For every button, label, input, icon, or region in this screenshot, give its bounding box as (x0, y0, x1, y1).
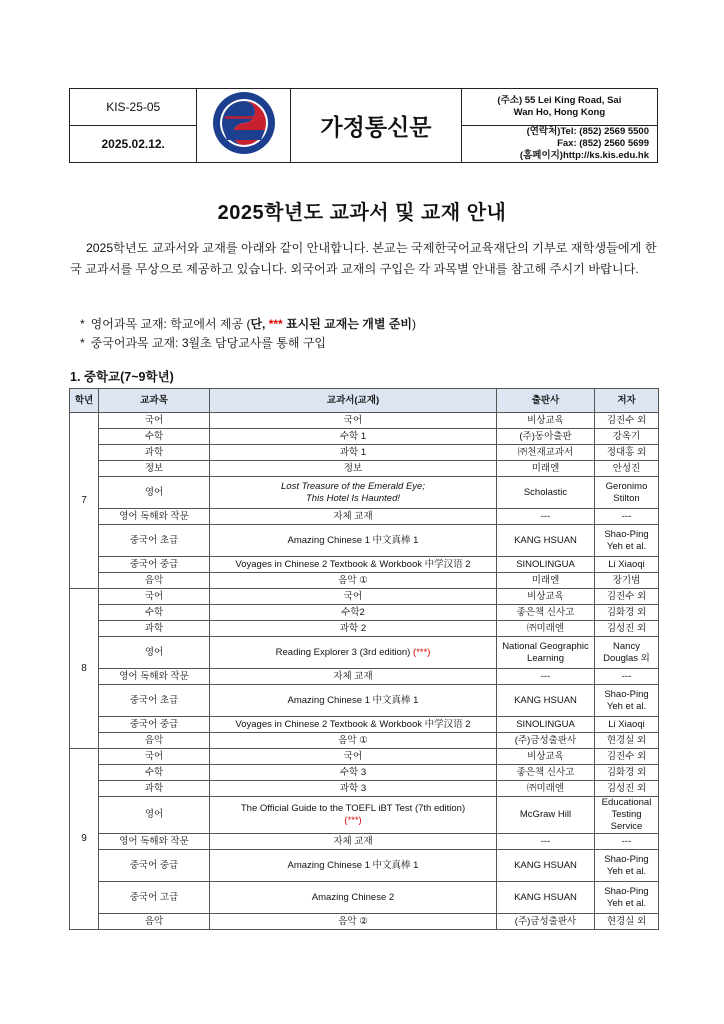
book-cell (210, 749, 497, 765)
publisher-cell (497, 621, 595, 637)
letterhead (69, 88, 658, 163)
cell-line: 김성진 외 (606, 622, 647, 634)
required-stars: (***) (344, 815, 362, 826)
cell-line: Li Xiaoqi (608, 718, 645, 730)
book-cell (210, 429, 497, 445)
cell-line: 김진수 외 (606, 414, 647, 426)
school-logo (197, 89, 291, 163)
author-cell (595, 605, 659, 621)
cell-line: 수학2 (341, 606, 365, 618)
table-row (70, 413, 659, 429)
author-cell (595, 509, 659, 525)
author-cell (595, 413, 659, 429)
cell-line: 김진수 외 (606, 590, 647, 602)
cell-line: Amazing Chinese 1 中文真棒 1 (287, 534, 419, 546)
table-row (70, 914, 659, 930)
cell-line: 과학 2 (339, 622, 367, 634)
cell-line: 비상교육 (527, 414, 564, 426)
publisher-cell (497, 637, 595, 669)
cell-line: 현경실 외 (606, 915, 647, 927)
author-cell (595, 882, 659, 914)
cell-line: Douglas 외 (603, 652, 650, 664)
book-cell (210, 477, 497, 509)
table-row (70, 637, 659, 669)
table-row (70, 589, 659, 605)
cell-line: Geronimo (605, 480, 648, 492)
subject-cell: 영어 독해와 작문 (99, 509, 210, 525)
author-cell (595, 557, 659, 573)
author-cell (595, 834, 659, 850)
subject-cell: 음악 (99, 914, 210, 930)
header-publisher: 출판사 (497, 389, 595, 413)
cell-line: --- (621, 510, 632, 522)
author-cell (595, 621, 659, 637)
document-code: KIS-25-05 (70, 89, 197, 126)
publisher-cell (497, 573, 595, 589)
author-cell (595, 573, 659, 589)
cell-line: 음악 ① (338, 574, 368, 586)
subject-cell: 음악 (99, 733, 210, 749)
address-line-1: (주소) 55 Lei King Road, Sai (497, 95, 622, 106)
book-cell (210, 605, 497, 621)
table-row (70, 797, 659, 834)
table-row (70, 557, 659, 573)
cell-line: Shao-Ping (604, 688, 649, 700)
cell-line: The Official Guide to the TOEFL iBT Test (7th edition) (240, 803, 466, 814)
author-cell (595, 733, 659, 749)
cell-line: Educational (601, 797, 652, 808)
cell-line: Yeh et al. (606, 700, 647, 712)
table-row (70, 509, 659, 525)
table-row (70, 749, 659, 765)
cell-line: SINOLINGUA (516, 718, 575, 730)
cell-line: 장기범 (612, 574, 641, 586)
subject-cell: 중국어 초급 (99, 525, 210, 557)
cell-line: (주)금성출판사 (514, 734, 577, 746)
cell-line: 안성진 (612, 462, 641, 474)
grade-cell: 7 (70, 413, 99, 589)
table-row (70, 765, 659, 781)
table-row (70, 834, 659, 850)
book-cell (210, 621, 497, 637)
book-cell (210, 669, 497, 685)
cell-line: Testing Service (610, 809, 643, 832)
publisher-cell (497, 882, 595, 914)
table-row (70, 850, 659, 882)
table-row (70, 882, 659, 914)
cell-line: Yeh et al. (606, 897, 647, 909)
cell-line: KANG HSUAN (514, 891, 577, 903)
cell-line: ㈜천재교과서 (517, 446, 574, 458)
cell-line: McGraw Hill (519, 809, 572, 820)
cell-line: SINOLINGUA (516, 558, 575, 570)
cell-line: Shao-Ping (604, 528, 649, 540)
cell-line: 자체 교재 (333, 670, 373, 682)
book-cell (210, 717, 497, 733)
table-row (70, 685, 659, 717)
required-stars: *** (268, 317, 283, 331)
publisher-cell (497, 477, 595, 509)
cell-line: 비상교육 (527, 590, 564, 602)
cell-line: Li Xiaoqi (608, 558, 645, 570)
header-author: 저자 (595, 389, 659, 413)
cell-line: KANG HSUAN (514, 534, 577, 546)
cell-line: Learning (527, 652, 564, 664)
subject-cell: 중국어 중급 (99, 850, 210, 882)
document-date: 2025.02.12. (70, 126, 197, 163)
publisher-cell (497, 669, 595, 685)
book-cell (210, 637, 497, 669)
author-cell (595, 589, 659, 605)
cell-line: 김성진 외 (606, 782, 647, 794)
publisher-cell (497, 429, 595, 445)
cell-line: --- (540, 510, 551, 522)
book-title: Reading Explorer 3 (3rd edition) (275, 646, 413, 658)
cell-line: Lost Treasure of the Emerald Eye; (281, 480, 425, 492)
subject-cell: 영어 (99, 637, 210, 669)
cell-line: ㈜미래엔 (526, 782, 565, 794)
publisher-cell (497, 749, 595, 765)
publisher-cell (497, 781, 595, 797)
grade-cell: 9 (70, 749, 99, 930)
cell-line: 정보 (343, 462, 363, 474)
school-contact (461, 126, 657, 163)
publisher-cell (497, 685, 595, 717)
table-row (70, 525, 659, 557)
subject-cell: 정보 (99, 461, 210, 477)
header-grade: 학년 (70, 389, 99, 413)
book-cell (210, 525, 497, 557)
table-row (70, 621, 659, 637)
cell-line: (주)금성출판사 (514, 915, 577, 927)
cell-line: 좋은책 신사고 (516, 766, 575, 778)
table-row (70, 573, 659, 589)
cell-line: 정대홍 외 (606, 446, 647, 458)
publisher-cell (497, 765, 595, 781)
subject-cell: 국어 (99, 749, 210, 765)
subject-cell: 과학 (99, 781, 210, 797)
cell-line: 국어 (343, 750, 363, 762)
table-row (70, 717, 659, 733)
cell-line: --- (621, 670, 632, 682)
book-cell (210, 882, 497, 914)
subject-cell: 중국어 중급 (99, 717, 210, 733)
textbook-table (69, 388, 659, 930)
cell-line: Scholastic (523, 486, 568, 498)
required-stars: (***) (412, 646, 431, 658)
publisher-cell (497, 589, 595, 605)
section-title: 1. 중학교(7~9학년) (70, 370, 174, 384)
table-row (70, 477, 659, 509)
book-cell (210, 413, 497, 429)
grade-cell: 8 (70, 589, 99, 749)
book-cell (210, 850, 497, 882)
cell-line: National Geographic (502, 640, 589, 652)
cell-line: 음악 ① (338, 734, 368, 746)
author-cell (595, 461, 659, 477)
document-type-title: 가정통신문 (291, 89, 462, 163)
bullet-english: * 영어과목 교재: 학교에서 제공 (단, *** 표시된 교재는 개별 준비) (80, 317, 416, 331)
cell-line: 김화경 외 (606, 766, 647, 778)
table-row (70, 733, 659, 749)
cell-line: Voyages in Chinese 2 Textbook & Workbook 中学汉语 2 (235, 558, 471, 570)
subject-cell: 과학 (99, 621, 210, 637)
book-cell (210, 557, 497, 573)
cell-line: 강옥기 (612, 430, 641, 442)
book-cell (210, 765, 497, 781)
cell-line: Amazing Chinese 2 (311, 891, 395, 903)
author-cell (595, 637, 659, 669)
subject-cell: 수학 (99, 765, 210, 781)
author-cell (595, 525, 659, 557)
subject-cell: 영어 (99, 477, 210, 509)
cell-line: 국어 (343, 414, 363, 426)
cell-line: KANG HSUAN (514, 694, 577, 706)
bullet-marker: * (80, 317, 85, 331)
subject-cell: 중국어 초급 (99, 685, 210, 717)
book-cell (210, 573, 497, 589)
cell-line: Shao-Ping (604, 885, 649, 897)
cell-line: 좋은책 신사고 (516, 606, 575, 618)
cell-line: 김화경 외 (606, 606, 647, 618)
publisher-cell (497, 525, 595, 557)
subject-cell: 수학 (99, 605, 210, 621)
book-cell (210, 445, 497, 461)
author-cell (595, 749, 659, 765)
cell-line: ㈜미래엔 (526, 622, 565, 634)
cell-line: --- (621, 835, 632, 847)
book-cell (210, 781, 497, 797)
header-book: 교과서(교재) (210, 389, 497, 413)
author-cell (595, 850, 659, 882)
table-row (70, 429, 659, 445)
publisher-cell (497, 834, 595, 850)
cell-line: 수학 1 (339, 430, 367, 442)
bullet-marker: * (80, 336, 85, 350)
author-cell (595, 685, 659, 717)
book-cell (210, 914, 497, 930)
cell-line: 수학 3 (339, 766, 367, 778)
contact-tel: (연락처)Tel: (852) 2569 5500 (526, 126, 649, 137)
subject-cell: 수학 (99, 429, 210, 445)
book-cell (210, 834, 497, 850)
table-row (70, 445, 659, 461)
subject-cell: 영어 (99, 797, 210, 834)
cell-line: 과학 3 (339, 782, 367, 794)
cell-line: 자체 교재 (333, 510, 373, 522)
subject-cell: 국어 (99, 589, 210, 605)
author-cell (595, 717, 659, 733)
cell-line: 현경실 외 (606, 734, 647, 746)
author-cell (595, 765, 659, 781)
subject-cell: 영어 독해와 작문 (99, 834, 210, 850)
cell-line: Shao-Ping (604, 853, 649, 865)
book-cell (210, 461, 497, 477)
intro-paragraph: 2025학년도 교과서와 교재를 아래와 같이 안내합니다. 본교는 국제한국어교육재단의 기부로 재학생들에게 한국 교과서를 무상으로 제공하고 있습니다. 외국어과 교재의 구입은 각 과목별 안내를 참고해 주시기 바랍니다. (70, 241, 657, 276)
cell-line: 자체 교재 (333, 835, 373, 847)
cell-line: --- (540, 835, 551, 847)
book-cell (210, 685, 497, 717)
cell-line: KANG HSUAN (514, 859, 577, 871)
cell-line: 음악 ② (338, 915, 368, 927)
subject-cell: 과학 (99, 445, 210, 461)
publisher-cell (497, 717, 595, 733)
author-cell (595, 429, 659, 445)
contact-web[interactable]: (홈페이지)http://ks.kis.edu.hk (519, 150, 649, 161)
author-cell (595, 797, 659, 834)
cell-line: --- (540, 670, 551, 682)
cell-line: Nancy (613, 640, 640, 652)
subject-cell: 영어 독해와 작문 (99, 669, 210, 685)
publisher-cell (497, 914, 595, 930)
table-row (70, 461, 659, 477)
address-line-2: Wan Ho, Hong Kong (513, 107, 606, 118)
table-row (70, 669, 659, 685)
author-cell (595, 477, 659, 509)
cell-line: Voyages in Chinese 2 Textbook & Workbook 中学汉语 2 (235, 718, 471, 730)
book-cell (210, 733, 497, 749)
subject-cell: 중국어 고급 (99, 882, 210, 914)
contact-fax: Fax: (852) 2560 5699 (557, 138, 649, 149)
subject-cell: 중국어 중급 (99, 557, 210, 573)
publisher-cell (497, 413, 595, 429)
cell-line: Stilton (613, 492, 640, 504)
publisher-cell (497, 850, 595, 882)
cell-line: 미래엔 (531, 462, 560, 474)
cell-line: 김진수 외 (606, 750, 647, 762)
table-row (70, 781, 659, 797)
subject-cell: 음악 (99, 573, 210, 589)
cell-line: Yeh et al. (606, 865, 647, 877)
table-row (70, 605, 659, 621)
page-title: 2025학년도 교과서 및 교재 안내 (217, 202, 507, 224)
table-header-row (70, 389, 659, 413)
cell-line: Amazing Chinese 1 中文真棒 1 (287, 859, 419, 871)
author-cell (595, 669, 659, 685)
publisher-cell (497, 797, 595, 834)
school-address (461, 89, 657, 126)
bullet-chinese: * 중국어과목 교재: 3월초 담당교사를 통해 구입 (80, 336, 327, 350)
author-cell (595, 914, 659, 930)
publisher-cell (497, 733, 595, 749)
publisher-cell (497, 605, 595, 621)
book-cell (210, 589, 497, 605)
cell-line: This Hotel Is Haunted! (306, 492, 400, 504)
cell-line: Yeh et al. (606, 540, 647, 552)
cell-line: 국어 (343, 590, 363, 602)
publisher-cell (497, 461, 595, 477)
header-subject: 교과목 (99, 389, 210, 413)
author-cell (595, 781, 659, 797)
book-cell (210, 797, 497, 834)
cell-line: 과학 1 (339, 446, 367, 458)
book-cell (210, 509, 497, 525)
publisher-cell (497, 509, 595, 525)
subject-cell: 국어 (99, 413, 210, 429)
author-cell (595, 445, 659, 461)
cell-line: Amazing Chinese 1 中文真棒 1 (287, 694, 419, 706)
cell-line: 비상교육 (527, 750, 564, 762)
publisher-cell (497, 445, 595, 461)
cell-line: (주)동아출판 (519, 430, 572, 442)
publisher-cell (497, 557, 595, 573)
school-emblem-icon (211, 90, 277, 156)
cell-line: 미래엔 (531, 574, 560, 586)
